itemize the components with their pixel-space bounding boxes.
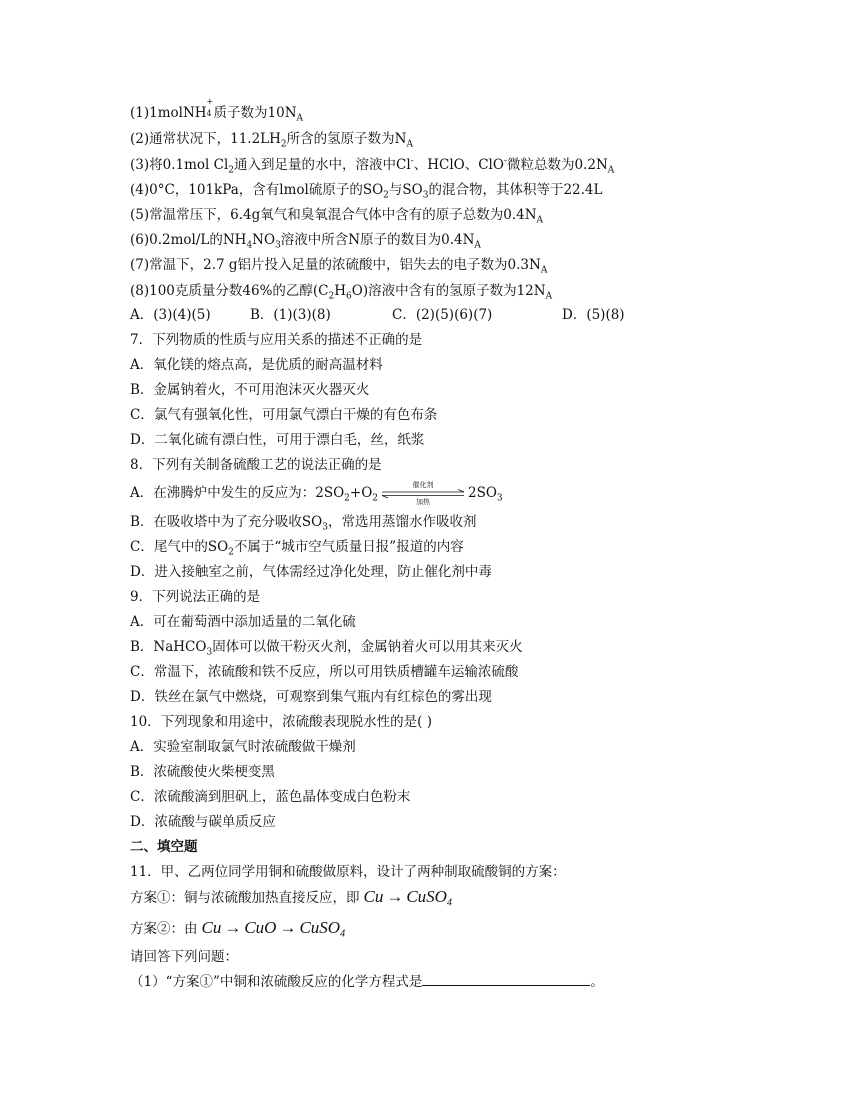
- q10-option-c[interactable]: C．浓硫酸滴到胆矾上，蓝色晶体变成白色粉末: [130, 789, 411, 805]
- option-a[interactable]: A．(3)(4)(5): [130, 307, 211, 323]
- question-9-stem: 9．下列说法正确的是: [130, 589, 261, 605]
- question-7-stem: 7．下列物质的性质与应用关系的描述不正确的是: [130, 332, 423, 348]
- q10-option-b[interactable]: B．浓硫酸使火柴梗变黑: [130, 764, 275, 780]
- q10-option-a[interactable]: A．实验室制取氯气时浓硫酸做干燥剂: [130, 739, 356, 755]
- statement-7: (7)常温下，2.7 g铝片投入足量的浓硫酸中，铝失去的电子数为$0.3N_A$: [130, 257, 548, 276]
- statement-5: (5)常温常压下，6.4g氧气和臭氧混合气体中含有的原子总数为$0.4N_A$: [130, 207, 544, 226]
- statement-2: (2)通常状况下，$11.2LH_2$所含的氢原子数为$N_A$: [130, 131, 413, 150]
- statement-6: (6)0.2mol/L的$NH_4NO_3$溶液中所含N原子的数目为$0.4N_A$: [130, 232, 481, 251]
- q8-option-b[interactable]: B．在吸收塔中为了充分吸收$SO_3$，常选用蒸馏水作吸收剂: [130, 514, 477, 533]
- question-10-stem: 10．下列现象和用途中，浓硫酸表现脱水性的是( ): [130, 714, 433, 730]
- answer-prompt: 请回答下列问题：: [130, 949, 238, 965]
- q7-option-b[interactable]: B．金属钠着火，不可用泡沫灭火器灭火: [130, 382, 370, 398]
- arrow-icon: →: [224, 918, 242, 937]
- q9-option-b[interactable]: B．NaHCO$_3$固体可以做干粉灭火剂，金属钠着火可以用其来灭火: [130, 639, 523, 658]
- q7-option-d[interactable]: D．二氧化硫有漂白性，可用于漂白毛，丝，纸浆: [130, 432, 425, 448]
- q8-option-a[interactable]: A．在沸腾炉中发生的反应为：$2SO_2+O_2$ 催化剂 加热 $2SO_3$: [130, 480, 503, 506]
- statement-3: (3)将0.1mol $Cl_2$通入到足量的水中，溶液中Cl-、HClO、ClO-微粒总数为$0.2N_A$: [130, 156, 615, 176]
- plan-1: 方案①：铜与浓硫酸加热直接反应，即 Cu → CuSO$_4$: [130, 887, 452, 909]
- q10-option-d[interactable]: D．浓硫酸与碳单质反应: [130, 814, 276, 830]
- arrow-icon: →: [386, 887, 404, 906]
- question-11-stem: 11．甲、乙两位同学用铜和硫酸做原料，设计了两种制取硫酸铜的方案：: [130, 864, 566, 880]
- statement-8: (8)100克质量分数46%的乙醇$(C_2H_6O)$溶液中含有的氢原子数为$12N_A$: [130, 283, 553, 302]
- q11-sub-1: （1）“方案①”中铜和浓硫酸反应的化学方程式是 。: [130, 974, 604, 990]
- q7-option-a[interactable]: A．氧化镁的熔点高，是优质的耐高温材料: [130, 357, 383, 373]
- option-c[interactable]: C．(2)(5)(6)(7): [392, 307, 493, 323]
- statement-1: (1)1molNH + 4 质子数为$10N_A$: [130, 97, 304, 124]
- question-8-stem: 8．下列有关制备硫酸工艺的说法正确的是: [130, 457, 382, 473]
- q9-option-c[interactable]: C．常温下，浓硫酸和铁不反应，所以可用铁质槽罐车运输浓硫酸: [130, 664, 519, 680]
- arrow-icon: →: [279, 918, 297, 937]
- q9-option-a[interactable]: A．可在葡萄酒中添加适量的二氧化硫: [130, 614, 356, 630]
- equilibrium-arrow-icon: 催化剂 加热: [380, 484, 466, 504]
- q7-option-c[interactable]: C．氯气有强氧化性，可用氯气漂白干燥的有色布条: [130, 407, 438, 423]
- option-d[interactable]: D．(5)(8): [562, 307, 625, 323]
- q8-option-c[interactable]: C．尾气中的$SO_2$不属于“城市空气质量日报”报道的内容: [130, 539, 464, 558]
- statement-4: (4)0°C，101kPa，含有lmol硫原子的$SO_2$与$SO_3$的混合物，其体积等于22.4L: [130, 182, 603, 201]
- option-b[interactable]: B．(1)(3)(8): [250, 307, 331, 323]
- question-6-options: [130, 305, 625, 325]
- answer-blank[interactable]: [422, 973, 590, 986]
- section-heading: 二、填空题: [130, 839, 198, 855]
- plan-2: 方案②：由 Cu → CuO → CuSO$_4$: [130, 918, 346, 940]
- q9-option-d[interactable]: D．铁丝在氯气中燃烧，可观察到集气瓶内有红棕色的雾出现: [130, 689, 492, 705]
- q8-option-d[interactable]: D．进入接触室之前，气体需经过净化处理，防止催化剂中毒: [130, 564, 492, 580]
